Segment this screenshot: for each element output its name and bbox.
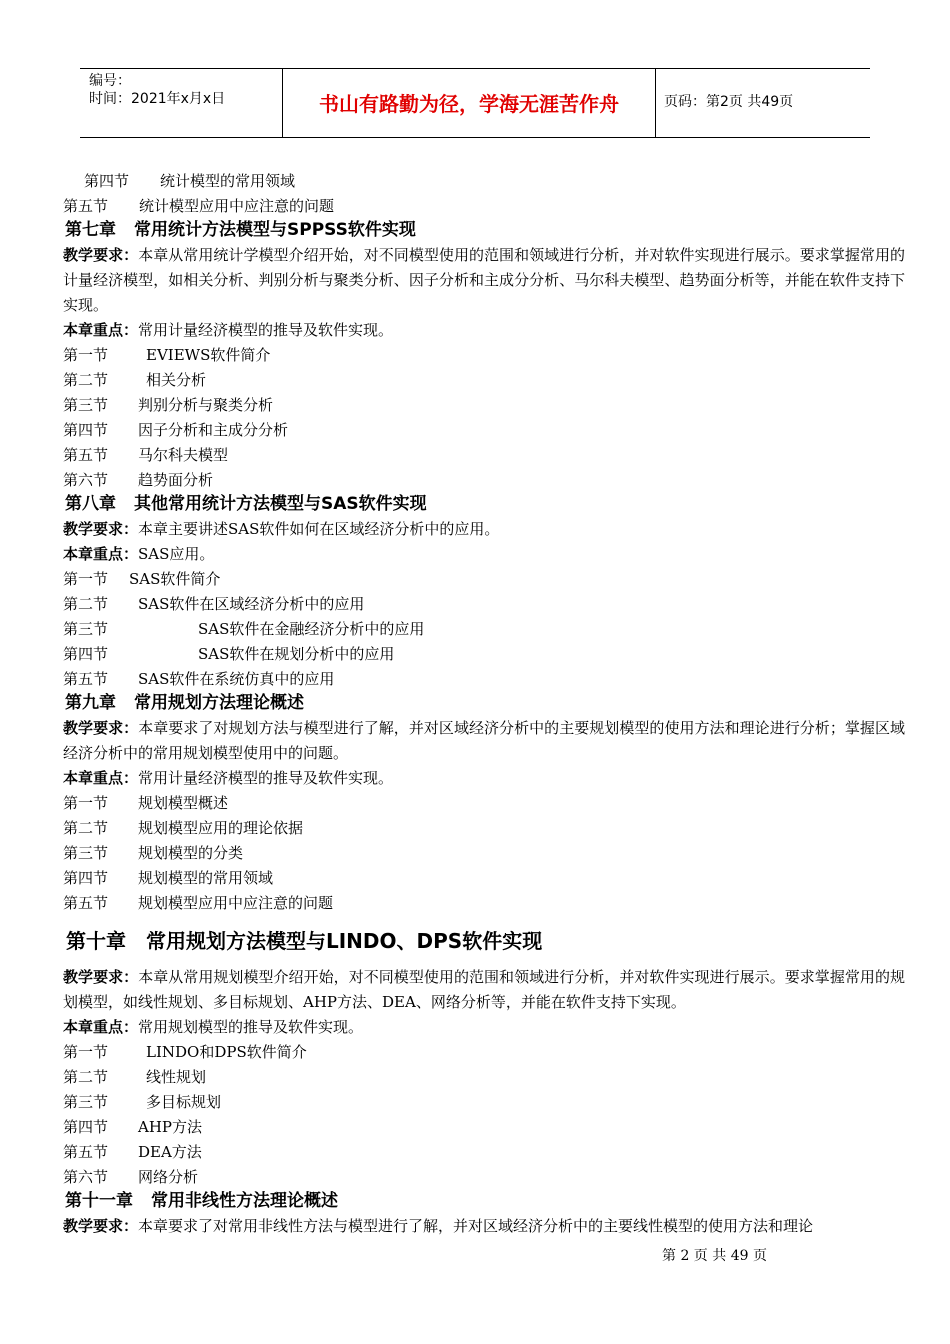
section-title: EVIEWS软件简介	[146, 346, 271, 364]
requirement-label: 教学要求：	[63, 968, 139, 986]
section-item	[63, 445, 229, 465]
section-item	[63, 345, 271, 365]
chapter-title: 常用规划方法理论概述	[134, 693, 304, 713]
chapter-heading	[65, 219, 416, 241]
chapter-heading	[65, 692, 304, 714]
section-title: 规划模型的常用领域	[138, 869, 274, 887]
section-title: LINDO和DPS软件简介	[146, 1043, 307, 1061]
section-item	[63, 1092, 222, 1112]
section-item	[63, 1142, 202, 1162]
section-number: 第三节	[63, 1093, 109, 1111]
teaching-requirement	[63, 716, 905, 766]
section-number: 第一节	[63, 570, 109, 588]
key-points-label: 本章重点：	[63, 321, 139, 339]
page-info: 页码：第2页 共49页	[664, 94, 794, 110]
section-title: 统计模型的常用领域	[160, 172, 296, 190]
section-item	[63, 893, 334, 913]
section-title: 线性规划	[146, 1068, 207, 1086]
teaching-requirement	[63, 519, 499, 539]
section-number: 第四节	[63, 421, 109, 439]
header-left-cell	[80, 69, 282, 137]
chapter-title: 常用非线性方法理论概述	[151, 1191, 338, 1211]
teaching-requirement	[63, 243, 905, 318]
section-number: 第五节	[63, 197, 109, 215]
section-title: 判别分析与聚类分析	[138, 396, 274, 414]
section-item	[63, 1042, 307, 1062]
section-title: SAS软件在规划分析中的应用	[198, 645, 395, 663]
section-item	[63, 793, 229, 813]
key-points-text: 常用计量经济模型的推导及软件实现。	[138, 321, 394, 339]
section-title: 马尔科夫模型	[138, 446, 229, 464]
section-title: 相关分析	[146, 371, 207, 389]
section-number: 第三节	[63, 396, 109, 414]
section-number: 第一节	[63, 1043, 109, 1061]
section-title: SAS软件在区域经济分析中的应用	[138, 595, 365, 613]
chapter-number: 第七章	[65, 220, 116, 240]
section-item	[63, 594, 365, 614]
requirement-label: 教学要求：	[63, 246, 139, 264]
section-number: 第五节	[63, 446, 109, 464]
section-number: 第五节	[63, 1143, 109, 1161]
section-number: 第三节	[63, 620, 109, 638]
section-number: 第二节	[63, 1068, 109, 1086]
chapter-title: 其他常用统计方法模型与SAS软件实现	[134, 494, 427, 514]
page-header	[80, 68, 870, 138]
section-item	[63, 196, 335, 216]
requirement-label: 教学要求：	[63, 719, 139, 737]
header-right-cell	[655, 69, 870, 137]
chapter-key-points	[63, 320, 393, 340]
section-number: 第二节	[63, 371, 109, 389]
requirement-text: 本章要求了对规划方法与模型进行了解，并对区域经济分析中的主要规划模型的使用方法和理论进行分析；掌握区域经济分析中的常用规划模型使用中的问题。	[63, 719, 905, 762]
section-number: 第四节	[63, 645, 109, 663]
section-item	[63, 619, 425, 639]
section-title: AHP方法	[138, 1118, 203, 1136]
chapter-key-points	[63, 544, 214, 564]
section-number: 第二节	[63, 595, 109, 613]
section-number: 第一节	[63, 346, 109, 364]
section-item	[63, 420, 289, 440]
section-title: 规划模型概述	[138, 794, 229, 812]
section-title: 规划模型应用中应注意的问题	[138, 894, 334, 912]
chapter-number: 第八章	[65, 494, 116, 514]
section-item	[63, 470, 214, 490]
date-label: 时间：2021年x月x日	[89, 91, 226, 107]
requirement-text: 本章主要讲述SAS软件如何在区域经济分析中的应用。	[138, 520, 500, 538]
requirement-text: 本章要求了对常用非线性方法与模型进行了解，并对区域经济分析中的主要线性模型的使用方法和理论	[138, 1217, 814, 1235]
header-motto-cell	[282, 69, 656, 137]
chapter-heading	[65, 493, 427, 515]
requirement-text: 本章从常用规划模型介绍开始，对不同模型使用的范围和领域进行分析，并对软件实现进行展示。要求掌握常用的规划模型，如线性规划、多目标规划、AHP方法、DEA、网络分析等，并能在软件支持下实现。	[63, 968, 905, 1011]
section-item	[63, 1117, 203, 1137]
section-number: 第四节	[84, 172, 130, 190]
section-title: 因子分析和主成分分析	[138, 421, 289, 439]
section-number: 第五节	[63, 670, 109, 688]
requirement-label: 教学要求：	[63, 1217, 139, 1235]
section-number: 第四节	[63, 869, 109, 887]
chapter-number: 第十章	[66, 929, 126, 953]
chapter-number: 第十一章	[65, 1191, 133, 1211]
teaching-requirement	[63, 1214, 905, 1239]
section-number: 第四节	[63, 1118, 109, 1136]
chapter-title: 常用规划方法模型与LINDO、DPS软件实现	[146, 929, 543, 953]
chapter-key-points	[63, 768, 393, 788]
section-title: 趋势面分析	[138, 471, 214, 489]
section-title: 统计模型应用中应注意的问题	[139, 197, 335, 215]
code-label: 编号：	[89, 73, 131, 89]
chapter-heading	[66, 928, 542, 954]
chapter-title: 常用统计方法模型与SPPSS软件实现	[134, 220, 416, 240]
section-title: SAS软件在系统仿真中的应用	[138, 670, 335, 688]
key-points-label: 本章重点：	[63, 1018, 139, 1036]
requirement-text: 本章从常用统计学模型介绍开始，对不同模型使用的范围和领域进行分析，并对软件实现进行展示。要求掌握常用的计量经济模型，如相关分析、判别分析与聚类分析、因子分析和主成分分析、马尔科夫模型、趋势面分析等，并能在软件支持下实现。	[63, 246, 905, 314]
section-number: 第六节	[63, 1168, 109, 1186]
key-points-label: 本章重点：	[63, 545, 139, 563]
section-number: 第六节	[63, 471, 109, 489]
section-item	[63, 395, 274, 415]
page-footer: 第 2 页 共 49 页	[662, 1248, 767, 1264]
section-item	[63, 370, 207, 390]
teaching-requirement	[63, 965, 905, 1015]
motto: 书山有路勤为径，学海无涯苦作舟	[319, 92, 619, 116]
key-points-text: 常用计量经济模型的推导及软件实现。	[138, 769, 394, 787]
section-title: DEA方法	[138, 1143, 202, 1161]
section-title: 多目标规划	[146, 1093, 222, 1111]
section-item	[84, 171, 296, 191]
key-points-text: 常用规划模型的推导及软件实现。	[138, 1018, 364, 1036]
chapter-number: 第九章	[65, 693, 116, 713]
section-number: 第五节	[63, 894, 109, 912]
section-item	[63, 644, 395, 664]
section-item	[63, 843, 244, 863]
key-points-text: SAS应用。	[138, 545, 215, 563]
section-title: SAS软件在金融经济分析中的应用	[198, 620, 425, 638]
section-item	[63, 1067, 207, 1087]
section-number: 第一节	[63, 794, 109, 812]
section-title: 网络分析	[138, 1168, 199, 1186]
chapter-key-points	[63, 1017, 363, 1037]
section-item	[63, 1167, 199, 1187]
section-title: SAS软件简介	[129, 570, 221, 588]
section-number: 第二节	[63, 819, 109, 837]
section-item	[63, 569, 221, 589]
section-title: 规划模型应用的理论依据	[138, 819, 304, 837]
section-item	[63, 818, 304, 838]
chapter-heading	[65, 1190, 338, 1212]
section-number: 第三节	[63, 844, 109, 862]
section-item	[63, 868, 274, 888]
requirement-label: 教学要求：	[63, 520, 139, 538]
key-points-label: 本章重点：	[63, 769, 139, 787]
section-item	[63, 669, 335, 689]
section-title: 规划模型的分类	[138, 844, 244, 862]
